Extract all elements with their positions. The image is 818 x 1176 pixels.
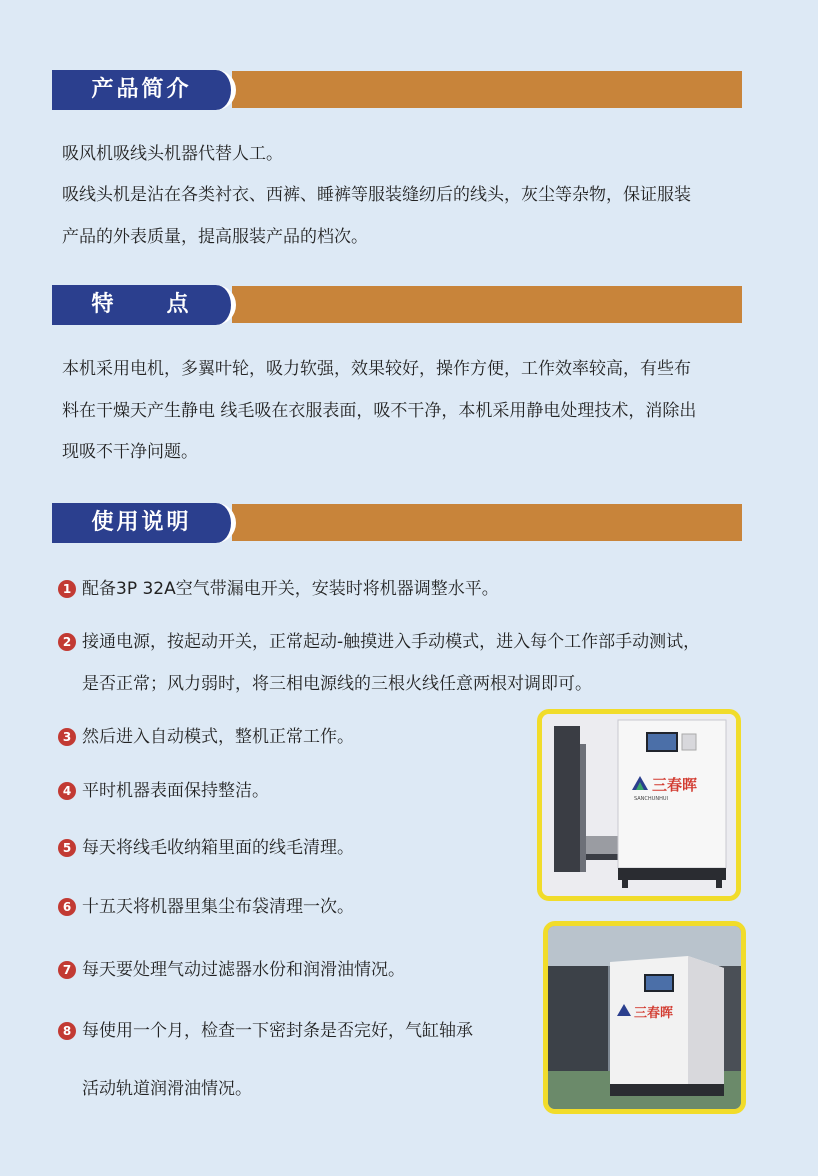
- step-number-badge: 5: [58, 839, 76, 857]
- step-number-badge: 2: [58, 633, 76, 651]
- intro-line-2: 吸线头机是沾在各类衬衣、西裤、睡裤等服装缝纫后的线头，灰尘等杂物，保证服装: [62, 185, 691, 205]
- step-text: 配备3P 32A空气带漏电开关，安装时将机器调整水平。: [82, 579, 499, 599]
- header-tab: 产品简介: [52, 70, 236, 110]
- features-line-3: 现吸不干净问题。: [62, 442, 198, 462]
- features-line-2: 料在干燥天产生静电 线毛吸在衣服表面，吸不干净，本机采用静电处理技术，消除出: [62, 401, 697, 421]
- step-text: 每天要处理气动过滤器水份和润滑油情况。: [82, 960, 405, 980]
- section-header-usage: [52, 503, 742, 543]
- header-bar: [232, 504, 742, 541]
- step-text: 活动轨道润滑油情况。: [82, 1079, 252, 1099]
- usage-step-7: [58, 949, 405, 991]
- step-number-badge: 8: [58, 1022, 76, 1040]
- brand-logo-text: 三春晖: [634, 1006, 674, 1021]
- step-text: 每天将线毛收纳箱里面的线毛清理。: [82, 838, 354, 858]
- machine-photo-1: [537, 709, 741, 901]
- step-number-badge: 7: [58, 961, 76, 979]
- step-text: 是否正常；风力弱时，将三相电源线的三根火线任意两根对调即可。: [82, 674, 592, 694]
- step-text: 然后进入自动模式，整机正常工作。: [82, 727, 354, 747]
- intro-line-3: 产品的外表质量，提高服装产品的档次。: [62, 227, 368, 247]
- usage-step-3: [58, 716, 354, 758]
- header-tab: 特 点: [52, 285, 236, 325]
- step-text: 每使用一个月，检查一下密封条是否完好，气缸轴承: [82, 1021, 473, 1041]
- usage-step-5: [58, 827, 354, 869]
- brand-sub-text: SANCHUNHUI: [634, 796, 668, 802]
- usage-step-8: [58, 1010, 473, 1110]
- header-tab: 使用说明: [52, 503, 236, 543]
- header-bar: [232, 71, 742, 108]
- step-number-badge: 4: [58, 782, 76, 800]
- step-text: 接通电源，按起动开关，正常起动-触摸进入手动模式，进入每个工作部手动测试，: [82, 632, 701, 652]
- usage-step-2: [58, 621, 700, 705]
- step-text: 十五天将机器里集尘布袋清理一次。: [82, 897, 354, 917]
- step-number-badge: 3: [58, 728, 76, 746]
- section-header-features: [52, 285, 742, 325]
- usage-step-4: [58, 770, 269, 812]
- features-line-1: 本机采用电机，多翼叶轮，吸力软强，效果较好，操作方便，工作效率较高，有些布: [62, 359, 691, 379]
- step-number-badge: 6: [58, 898, 76, 916]
- header-bar: [232, 286, 742, 323]
- factory-illustration: [548, 926, 741, 1109]
- step-text: 平时机器表面保持整洁。: [82, 781, 269, 801]
- section-header-intro: [52, 70, 742, 110]
- brand-logo-text: 三春晖: [652, 776, 698, 794]
- machine-photo-2: [543, 921, 746, 1114]
- step-number-badge: 1: [58, 580, 76, 598]
- usage-step-1: [58, 568, 499, 610]
- intro-line-1: 吸风机吸线头机器代替人工。: [62, 144, 283, 164]
- machine-illustration: [542, 714, 736, 896]
- usage-step-6: [58, 886, 354, 928]
